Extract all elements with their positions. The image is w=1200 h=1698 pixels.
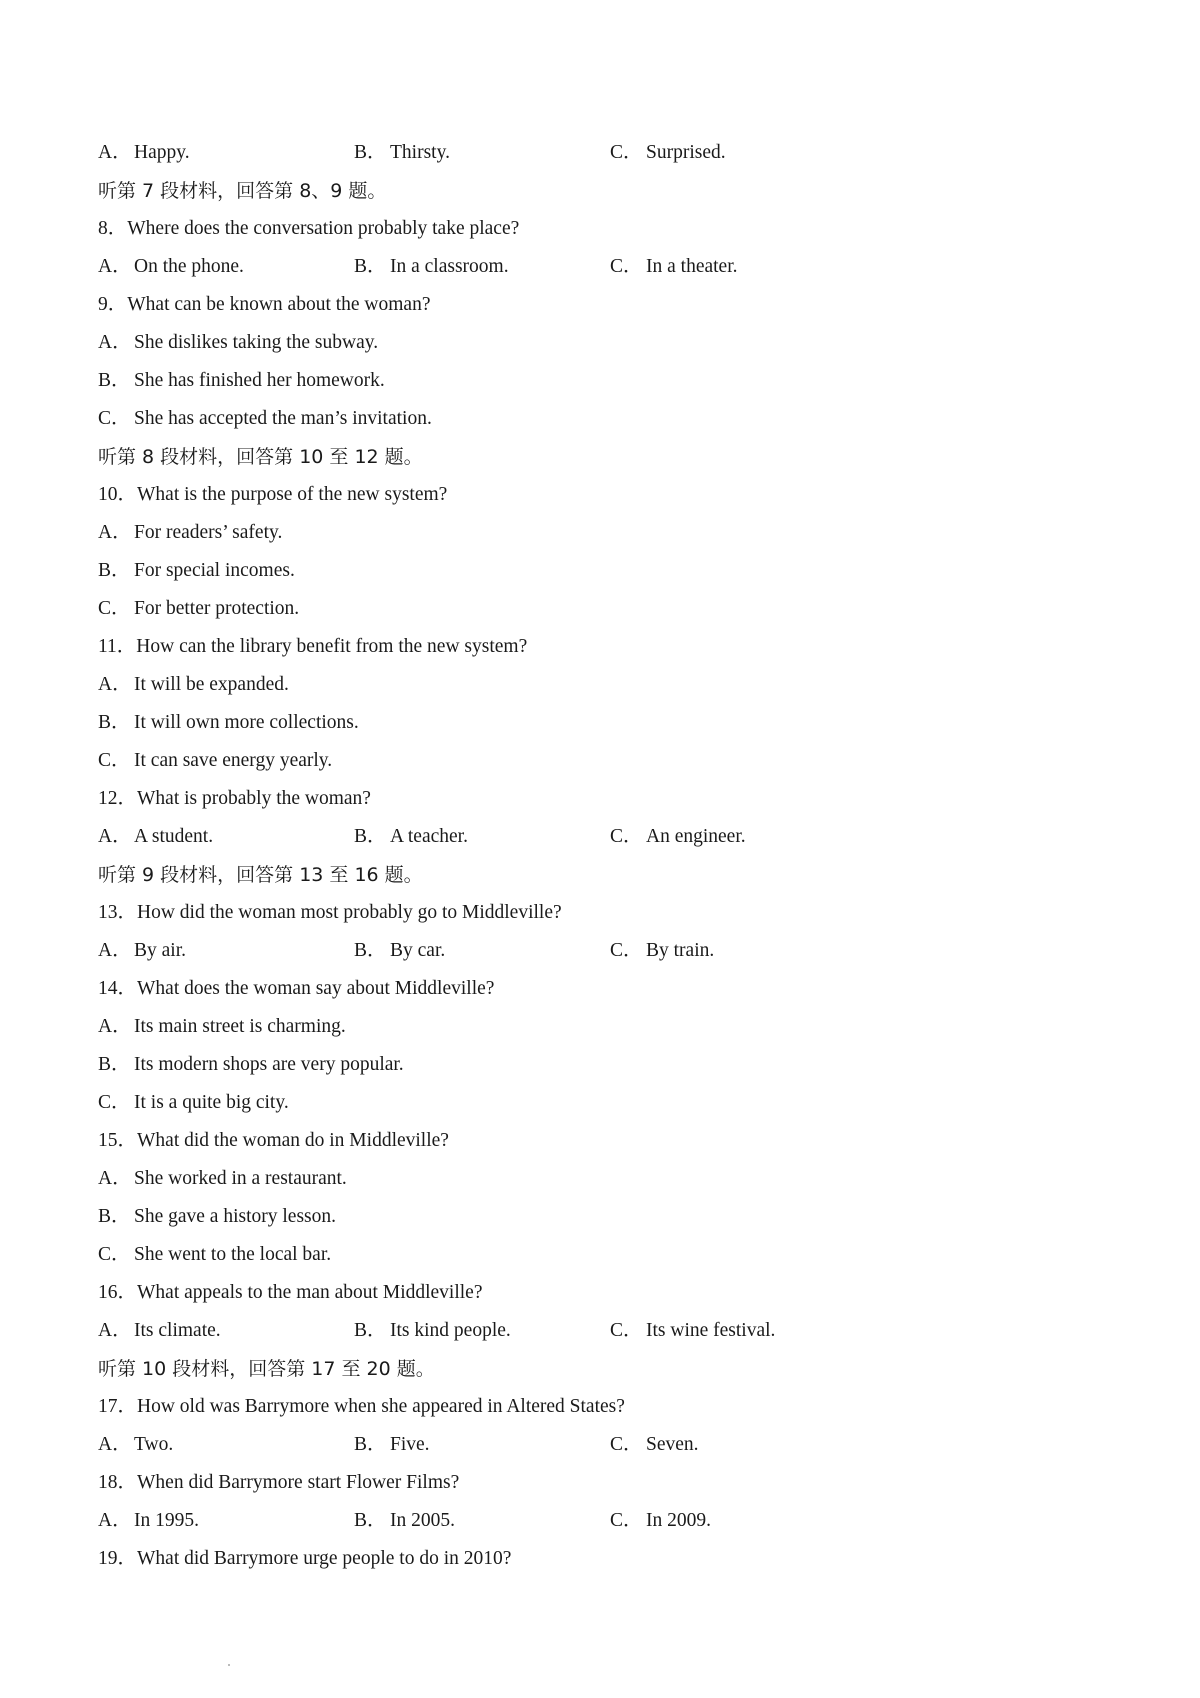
- option-letter: C．: [610, 1510, 643, 1531]
- option-text: Happy.: [134, 142, 190, 163]
- option-text: In 2005.: [390, 1510, 455, 1531]
- answer-option-b: [354, 1312, 610, 1350]
- option-letter: B．: [354, 1320, 387, 1341]
- option-text: Its kind people.: [390, 1320, 511, 1341]
- answer-option: [98, 1046, 1108, 1084]
- answer-option-b: [354, 134, 610, 172]
- question-number: 9．: [98, 294, 128, 315]
- option-letter: A．: [98, 332, 132, 353]
- question: [98, 1388, 1108, 1426]
- section-instruction: 听第 8 段材料，回答第 10 至 12 题。: [98, 446, 423, 468]
- answer-option: [98, 324, 1108, 362]
- question-text: How old was Barrymore when she appeared in Altered States?: [137, 1396, 625, 1417]
- option-letter: A．: [98, 522, 132, 543]
- answer-option-a: [98, 932, 354, 970]
- option-letter: C．: [98, 408, 131, 429]
- option-text: Seven.: [646, 1434, 699, 1455]
- section-instruction: 听第 9 段材料，回答第 13 至 16 题。: [98, 864, 423, 886]
- answer-option-c: [610, 1502, 711, 1540]
- question-text: When did Barrymore start Flower Films?: [137, 1472, 460, 1493]
- answer-option: [98, 704, 1108, 742]
- question-number: 13．: [98, 902, 138, 923]
- option-letter: B．: [354, 1434, 387, 1455]
- section-instruction: 听第 7 段材料，回答第 8、9 题。: [98, 180, 387, 202]
- option-text: She has finished her homework.: [134, 370, 385, 391]
- option-letter: B．: [354, 142, 387, 163]
- option-text: Two.: [134, 1434, 174, 1455]
- answer-options-row: [98, 818, 1108, 856]
- answer-option-a: [98, 1502, 354, 1540]
- answer-option-b: [354, 1502, 610, 1540]
- option-text: A teacher.: [390, 826, 468, 847]
- answer-options-row: [98, 248, 1108, 286]
- option-text: In 2009.: [646, 1510, 711, 1531]
- question-text: What can be known about the woman?: [127, 294, 431, 315]
- option-text: Five.: [390, 1434, 430, 1455]
- option-text: She went to the local bar.: [134, 1244, 332, 1265]
- option-text: On the phone.: [134, 256, 244, 277]
- answer-option: [98, 590, 1108, 628]
- option-letter: B．: [354, 826, 387, 847]
- option-text: It is a quite big city.: [134, 1092, 289, 1113]
- option-text: For special incomes.: [134, 560, 295, 581]
- question: [98, 894, 1108, 932]
- option-letter: A．: [98, 1510, 132, 1531]
- option-letter: C．: [610, 826, 643, 847]
- page-dot-mark: [228, 1664, 230, 1666]
- question-text: How can the library benefit from the new system?: [136, 636, 528, 657]
- question-text: What appeals to the man about Middleville?: [137, 1282, 483, 1303]
- option-text: For readers’ safety.: [134, 522, 283, 543]
- option-text: For better protection.: [134, 598, 300, 619]
- option-text: Surprised.: [646, 142, 726, 163]
- option-letter: A．: [98, 1168, 132, 1189]
- answer-option-c: [610, 1426, 699, 1464]
- option-text: In 1995.: [134, 1510, 199, 1531]
- option-letter: C．: [98, 1092, 131, 1113]
- option-text: She has accepted the man’s invitation.: [134, 408, 432, 429]
- option-text: An engineer.: [646, 826, 746, 847]
- question: [98, 210, 1108, 248]
- question-number: 11．: [98, 636, 137, 657]
- option-text: In a theater.: [646, 256, 738, 277]
- answer-option: [98, 1160, 1108, 1198]
- option-letter: A．: [98, 1434, 132, 1455]
- question: [98, 970, 1108, 1008]
- option-letter: B．: [98, 1054, 131, 1075]
- question-number: 19．: [98, 1548, 138, 1569]
- option-letter: B．: [98, 560, 131, 581]
- question: [98, 476, 1108, 514]
- option-text: Its modern shops are very popular.: [134, 1054, 404, 1075]
- answer-options-row: [98, 1426, 1108, 1464]
- option-text: Thirsty.: [390, 142, 450, 163]
- answer-option-a: [98, 134, 354, 172]
- option-letter: A．: [98, 1016, 132, 1037]
- answer-option-a: [98, 248, 354, 286]
- question-number: 18．: [98, 1472, 138, 1493]
- question: [98, 1464, 1108, 1502]
- option-letter: C．: [610, 1434, 643, 1455]
- option-text: She dislikes taking the subway.: [134, 332, 379, 353]
- question-text: What does the woman say about Middleville?: [137, 978, 495, 999]
- question-text: What did Barrymore urge people to do in 2010?: [137, 1548, 512, 1569]
- option-letter: A．: [98, 940, 132, 961]
- exam-page: [98, 134, 1108, 1578]
- question-number: 15．: [98, 1130, 138, 1151]
- answer-option: [98, 742, 1108, 780]
- option-letter: C．: [610, 1320, 643, 1341]
- option-letter: C．: [98, 750, 131, 771]
- option-letter: C．: [610, 256, 643, 277]
- answer-option: [98, 552, 1108, 590]
- option-letter: B．: [98, 1206, 131, 1227]
- option-text: It will own more collections.: [134, 712, 359, 733]
- answer-options-row: [98, 134, 1108, 172]
- answer-option-b: [354, 818, 610, 856]
- answer-option-c: [610, 1312, 775, 1350]
- answer-option-c: [610, 932, 714, 970]
- option-letter: B．: [354, 256, 387, 277]
- option-text: A student.: [134, 826, 214, 847]
- question-text: What is the purpose of the new system?: [137, 484, 448, 505]
- answer-option-c: [610, 134, 726, 172]
- answer-option-a: [98, 818, 354, 856]
- option-letter: A．: [98, 826, 132, 847]
- option-text: It can save energy yearly.: [134, 750, 333, 771]
- question: [98, 780, 1108, 818]
- option-text: She gave a history lesson.: [134, 1206, 337, 1227]
- question: [98, 1122, 1108, 1160]
- answer-option: [98, 1236, 1108, 1274]
- answer-option: [98, 1198, 1108, 1236]
- option-letter: A．: [98, 674, 132, 695]
- option-letter: B．: [98, 712, 131, 733]
- answer-options-row: [98, 1312, 1108, 1350]
- question-number: 16．: [98, 1282, 138, 1303]
- option-text: By train.: [646, 940, 715, 961]
- question-text: Where does the conversation probably take place?: [127, 218, 520, 239]
- question-number: 10．: [98, 484, 138, 505]
- option-letter: B．: [354, 940, 387, 961]
- question: [98, 286, 1108, 324]
- option-text: Its wine festival.: [646, 1320, 776, 1341]
- question-text: How did the woman most probably go to Middleville?: [137, 902, 562, 923]
- question-number: 8．: [98, 218, 128, 239]
- option-letter: C．: [98, 598, 131, 619]
- question-number: 12．: [98, 788, 138, 809]
- question: [98, 1274, 1108, 1312]
- answer-options-row: [98, 932, 1108, 970]
- option-text: In a classroom.: [390, 256, 509, 277]
- question-text: What did the woman do in Middleville?: [137, 1130, 449, 1151]
- answer-option: [98, 1008, 1108, 1046]
- answer-option-c: [610, 818, 746, 856]
- option-text: By air.: [134, 940, 186, 961]
- option-letter: A．: [98, 256, 132, 277]
- answer-option-a: [98, 1426, 354, 1464]
- answer-option: [98, 1084, 1108, 1122]
- option-letter: B．: [98, 370, 131, 391]
- answer-option-b: [354, 932, 610, 970]
- option-text: Its main street is charming.: [134, 1016, 346, 1037]
- section-instruction: 听第 10 段材料，回答第 17 至 20 题。: [98, 1358, 435, 1380]
- option-letter: C．: [98, 1244, 131, 1265]
- question: [98, 1540, 1108, 1578]
- option-text: By car.: [390, 940, 446, 961]
- question-number: 14．: [98, 978, 138, 999]
- answer-options-row: [98, 1502, 1108, 1540]
- answer-option-b: [354, 248, 610, 286]
- question-number: 17．: [98, 1396, 138, 1417]
- option-text: Its climate.: [134, 1320, 221, 1341]
- question-text: What is probably the woman?: [137, 788, 371, 809]
- question: [98, 628, 1108, 666]
- option-letter: B．: [354, 1510, 387, 1531]
- answer-option: [98, 666, 1108, 704]
- answer-option-c: [610, 248, 738, 286]
- option-text: She worked in a restaurant.: [134, 1168, 347, 1189]
- answer-option-b: [354, 1426, 610, 1464]
- option-text: It will be expanded.: [134, 674, 289, 695]
- answer-option: [98, 362, 1108, 400]
- option-letter: C．: [610, 940, 643, 961]
- option-letter: C．: [610, 142, 643, 163]
- option-letter: A．: [98, 142, 132, 163]
- answer-option: [98, 400, 1108, 438]
- answer-option-a: [98, 1312, 354, 1350]
- option-letter: A．: [98, 1320, 132, 1341]
- answer-option: [98, 514, 1108, 552]
